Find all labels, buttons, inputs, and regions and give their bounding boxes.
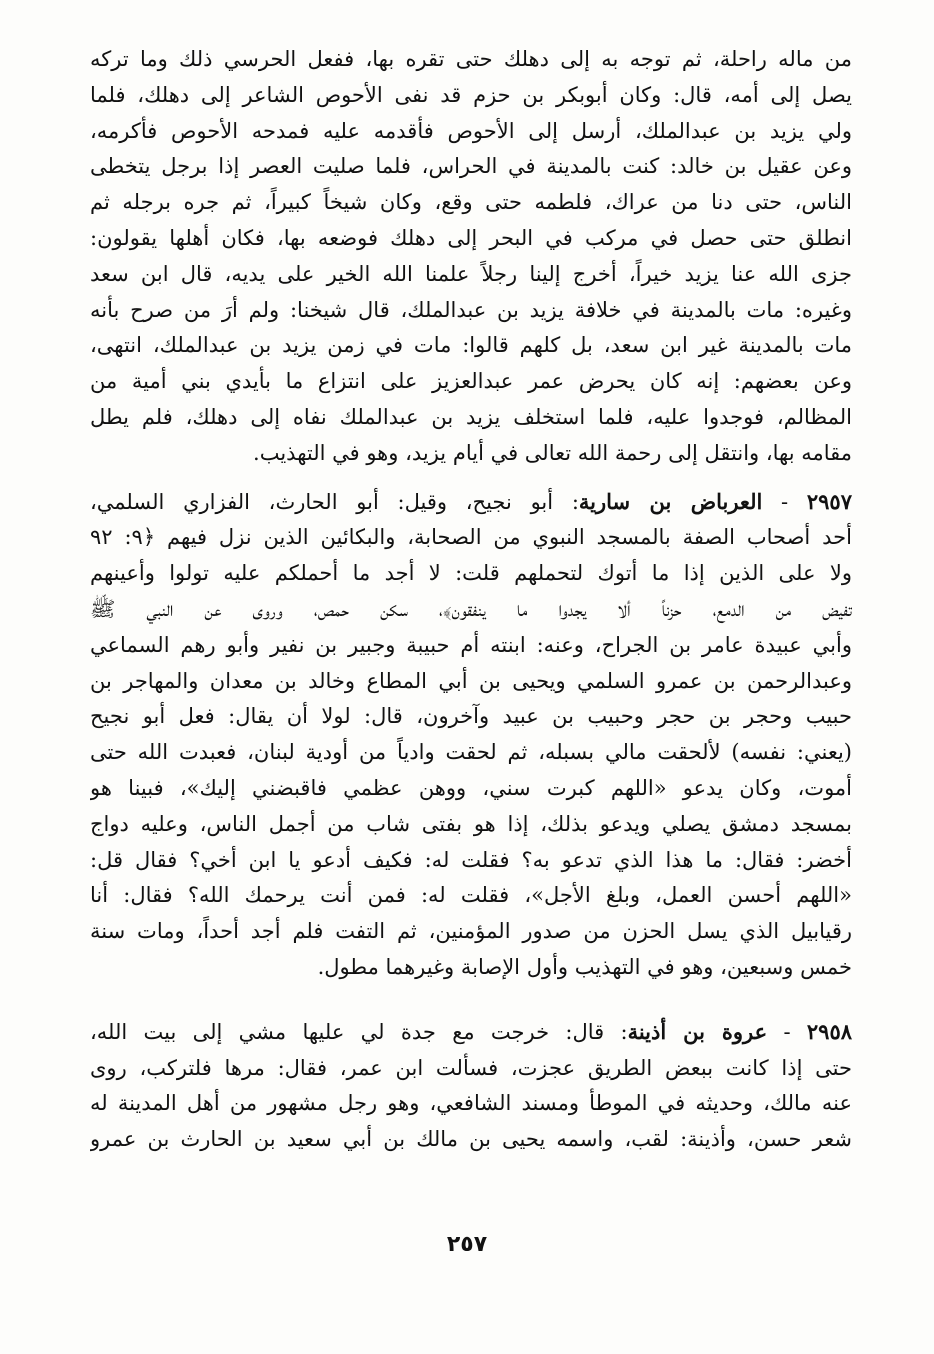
entry-heading-rest: : أبو نجيح، وقيل: أبو الحارث، الفزاري السلمي، — [90, 489, 579, 514]
text-line: وغيره: مات بالمدينة في خلافة يزيد بن عبدالملك، قال شيخنا: ولم أرَ من صرح بأنه — [90, 297, 852, 322]
text-line: ولي يزيد بن عبدالملك، أرسل إلى الأحوص فأقدمه عليه فمدحه الأحوص فأكرمه، — [90, 118, 852, 143]
text-line: انطلق حتى حصل في مركب في البحر إلى دهلك فوضعه بها، فكان أهلها يقولون: — [90, 225, 852, 250]
entry-name: عروة بن أذينة — [627, 1018, 768, 1044]
text-line: المظالم، فوجدوا عليه، فلما استخلف يزيد بن عبدالملك نفاه إلى دهلك، فلم يطل — [90, 404, 852, 429]
entry-2957 — [90, 484, 852, 986]
entry-heading-line: ٢٩٥٧ - العرباض بن سارية: أبو نجيح، وقيل: أبو الحارث، الفزاري السلمي، — [90, 488, 852, 514]
entry-heading-rest: : قال: خرجت مع جدة لي عليها مشي إلى بيت الله، — [90, 1019, 628, 1044]
text-line: عنه مالك، وحديثه في الموطأ ومسند الشافعي، وهو رجل مشهور من أهل المدينة له — [90, 1091, 852, 1116]
entry-heading-line: ٢٩٥٨ - عروة بن أذينة: قال: خرجت مع جدة لي عليها مشي إلى بيت الله، — [90, 1018, 852, 1044]
text-line: مقامه بها، وانتقل إلى رحمة الله تعالى في أيام يزيد، وهو في التهذيب. — [253, 440, 852, 465]
entry-number: ٢٩٥٧ — [806, 488, 852, 514]
text-line: رقيابيل الذي يسل الحزن من صدور المؤمنين، ثم التفت فلم أجد أحداً، ومات سنة — [90, 919, 852, 944]
text-line: وأبي عبيدة عامر بن الجراح، وعنه: ابنته أم حبيبة وجبير بن نفير وأبو رهم السماعي — [90, 632, 852, 657]
text-line: أخضر: فقال: ما هذا الذي تدعو به؟ فقلت له: فكيف أدعو يا ابن أخي؟ فقال قل: — [90, 847, 852, 872]
text-line: وعن عقيل بن خالد: كنت بالمدينة في الحراس، فلما صليت العصر إذا برجل يتخطى — [90, 154, 852, 179]
text-line: ولا على الذين إذا ما أتوك لتحملهم قلت: لا أجد ما أحملكم عليه تولوا وأعينهم — [90, 561, 852, 586]
text-line: حتى إذا كانت ببعض الطريق عجزت، فسألت ابن عمر، فقال: مرها فلتركب، روى — [90, 1055, 852, 1080]
text-line: مات بالمدينة غير ابن سعد، بل كلهم قالوا: مات في زمن يزيد بن عبدالملك، انتهى، — [90, 333, 852, 358]
text-line: حبيب وحجر بن حجر وحبيب بن عبيد وآخرون، قال: لولا أن يقال: فعل أبو نجيح — [90, 704, 852, 729]
text-line: أموت، وكان يدعو «اللهم كبرت سني، ووهن عظمي فاقبضني إليك»، فبينا هو — [90, 775, 852, 800]
text-line: جزى الله عنا يزيد خيراً، أخرج إلينا رجلاً علمنا الله الخير على يديه، قال ابن سعد — [90, 261, 852, 286]
entry-number: ٢٩٥٨ — [806, 1018, 852, 1044]
entry-name: العرباض بن سارية — [578, 488, 763, 514]
text-line: شعر حسن، وأذينة: لقب، واسمه يحيى بن مالك بن أبي سعيد بن الحارث بن عمرو — [90, 1127, 852, 1152]
text-line: (يعني: نفسه) لألحقت مالي بسبله، ثم لحقت وادياً من أودية لبنان، فعبدت الله حتى — [90, 740, 852, 765]
text-line: وعبدالرحمن بن عمرو السلمي ويحيى بن أبي المطاع وخالد بن معدان والمهاجر بن — [90, 668, 852, 693]
text-line: بمسجد دمشق يصلي ويدعو بذلك، إذا هو بفتى شاب من أجمل الناس، وعليه دواج — [90, 811, 852, 836]
book-page — [90, 42, 852, 1158]
text-line: وعن بعضهم: إنه كان يحرض عمر عبدالعزيز على انتزاع ما بأيدي بني أمية من — [90, 369, 852, 394]
text-line: أحد أصحاب الصفة بالمسجد النبوي من الصحابة، والبكائين الذين نزل فيهم ﴿٩: ٩٢ — [90, 525, 852, 550]
text-line: الناس، حتى دنا من عراك، فلطمه حتى وقع، وكان شيخاً كبيراً، ثم جره برجله ثم — [90, 190, 852, 215]
entry-2958 — [90, 1014, 852, 1158]
page-number: ٢٥٧ — [446, 1232, 488, 1257]
text-line: تفيض من الدمع، حزناً ألا يجدوا ما ينفقون﴾، سكن حمص، وروى عن النبي ﷺ — [90, 596, 852, 621]
text-line: خمس وسبعين، وهو في التهذيب وأول الإصابة وغيرهما مطول. — [317, 954, 852, 979]
text-line: «اللهم أحسن العمل، وبلغ الأجل»، فقلت له: فمن أنت يرحمك الله؟ فقال: أنا — [90, 883, 852, 908]
text-line: من ماله راحلة، ثم توجه به إلى دهلك حتى تقره بها، ففعل الحرسي ذلك وما تركه — [90, 47, 852, 71]
text-line: يصل إلى أمه، قال: وكان أبوبكر بن حزم قد نفى الأحوص الشاعر إلى دهلك، فلما — [90, 82, 852, 107]
intro-paragraph — [90, 42, 852, 472]
